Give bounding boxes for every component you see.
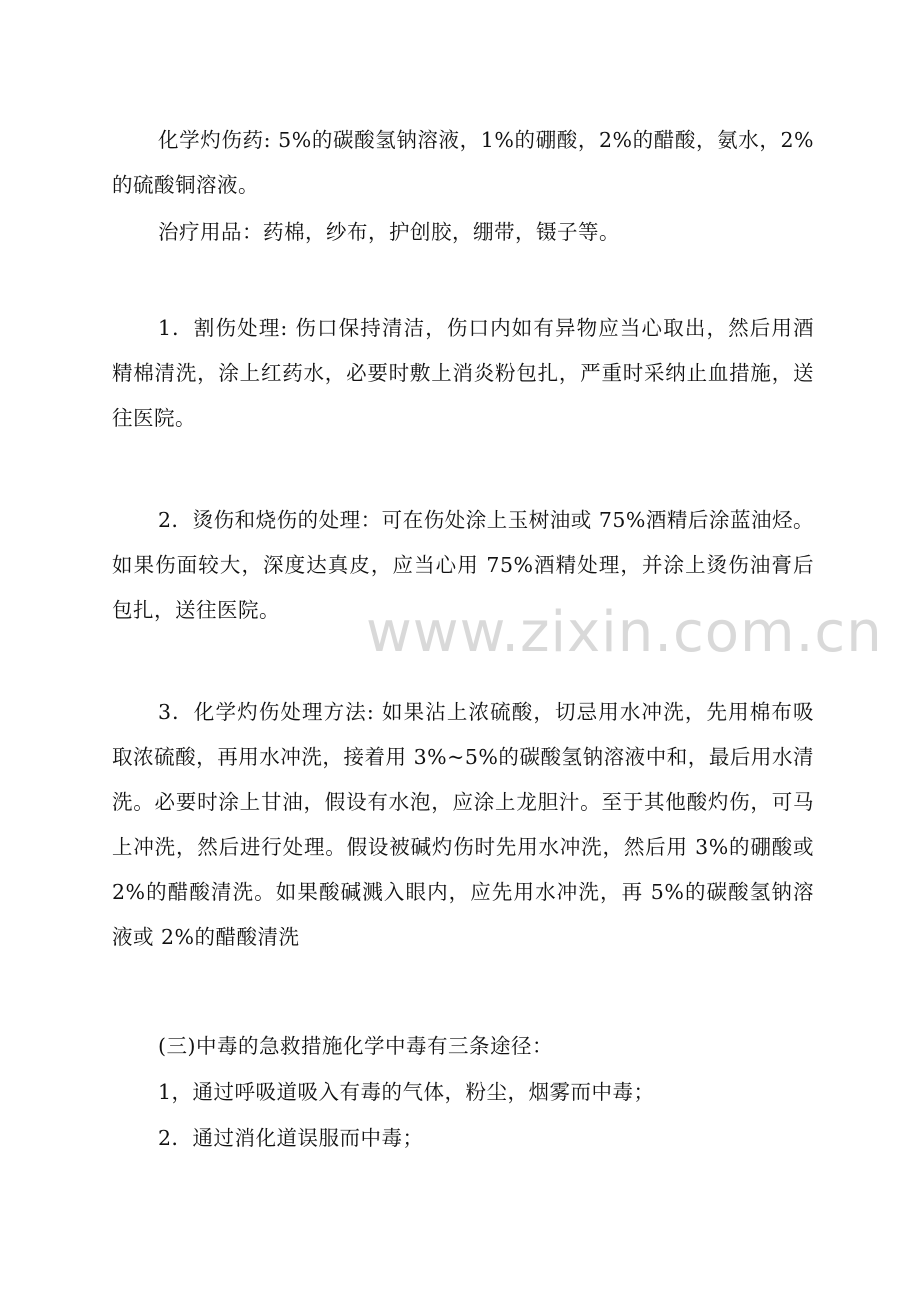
paragraph-poisoning-route-1: 1，通过呼吸道吸入有毒的气体，粉尘，烟雾而中毒； (158, 1080, 655, 1104)
paragraph-chemical-burn-treatment: 3．化学灼伤处理方法: 如果沾上浓硫酸，切忌用水冲洗，先用棉布吸取浓硫酸，再用水冲洗，接着用 3%~5%的碳酸氢钠溶液中和，最后用水清洗。必要时涂上甘油，假设有水泡，应涂上龙胆汁。至于其他酸灼伤，可马上冲洗，然后进行处理。假设被碱灼伤时先用水冲洗，然后用 3%的硼酸或 2%的醋酸清洗。如果酸碱溅入眼内，应先用水冲洗，再 5%的碳酸氢钠溶液或 2%的醋酸清洗 (112, 700, 814, 949)
paragraph-cut-treatment: 1．割伤处理: 伤口保持清洁，伤口内如有异物应当心取出，然后用酒精棉清洗，涂上红药水，必要时敷上消炎粉包扎，严重时采纳止血措施，送往医院。 (112, 316, 814, 430)
paragraph-poisoning-heading: (三)中毒的急救措施化学中毒有三条途径： (158, 1034, 553, 1058)
watermark: www.zixin.com.cn (366, 600, 883, 665)
paragraph-burn-treatment: 2．烫伤和烧伤的处理：可在伤处涂上玉树油或 75%酒精后涂蓝油烃。如果伤面较大，深度达真皮，应当心用 75%酒精处理，并涂上烫伤油膏后包扎，送往医院。 (112, 508, 814, 622)
paragraph-poisoning-route-2: 2．通过消化道误服而中毒； (158, 1126, 424, 1150)
paragraph-treatment-supplies: 治疗用品：药棉，纱布，护创胶，绷带，镊子等。 (158, 220, 620, 244)
paragraph-chemical-burn-drugs: 化学灼伤药: 5%的碳酸氢钠溶液，1%的硼酸，2%的醋酸，氨水，2%的硫酸铜溶液。 (112, 128, 814, 197)
